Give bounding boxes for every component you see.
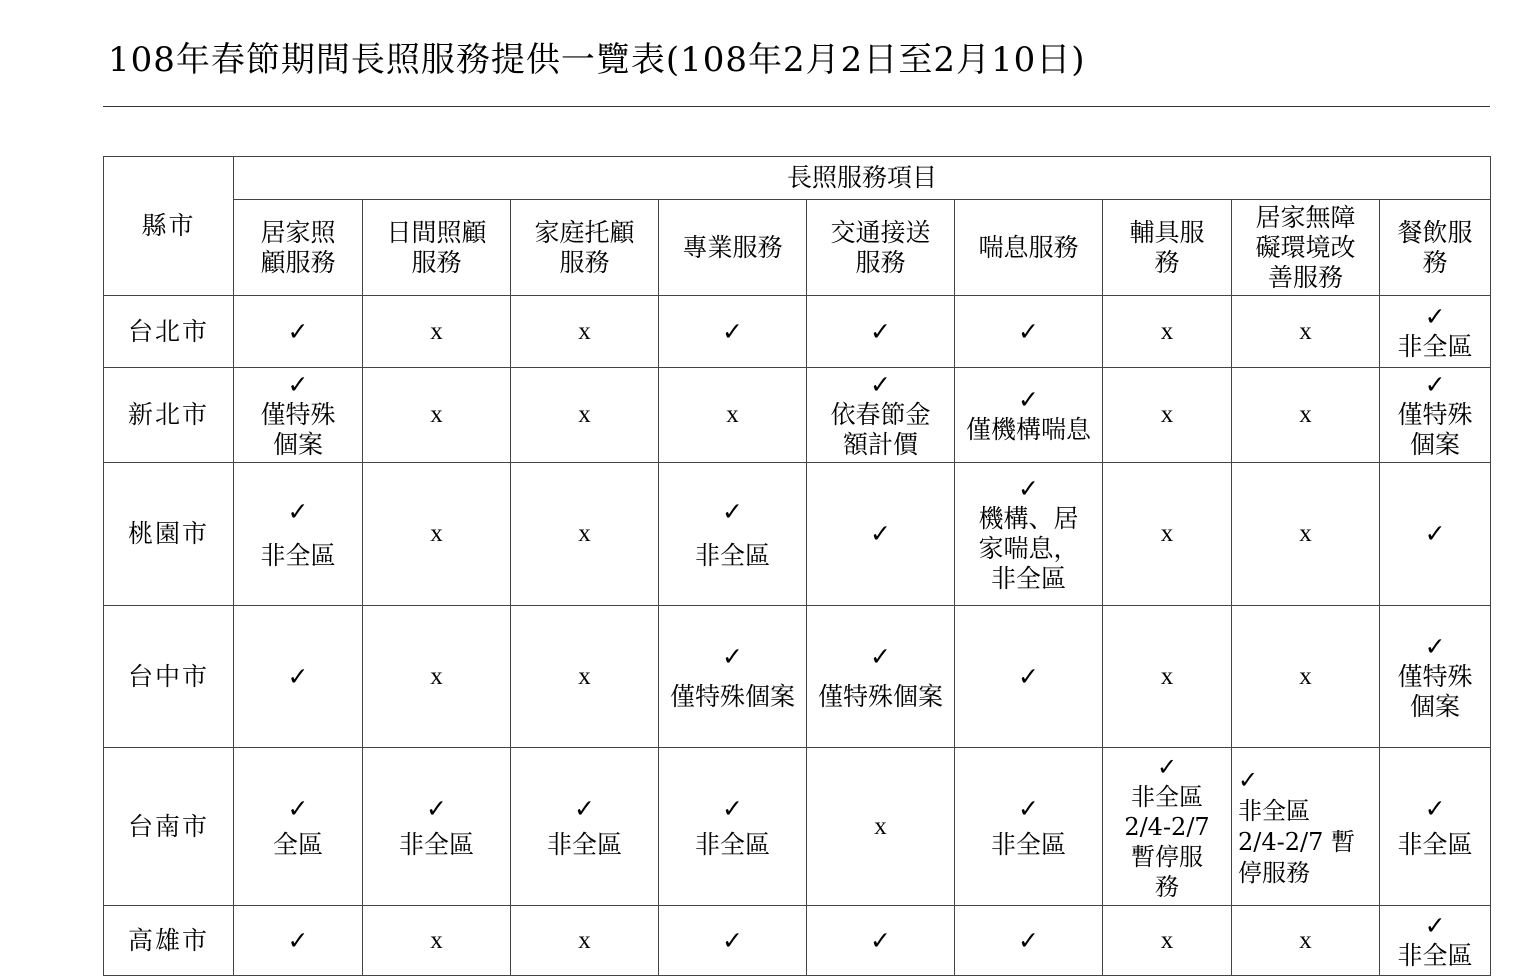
service-cell: ✓ 非全區 — [1380, 906, 1491, 976]
service-cell: ✓ — [807, 906, 955, 976]
service-cell: ✓ 非全區 — [659, 748, 807, 906]
service-cell: ✓ — [659, 906, 807, 976]
column-header: 居家照 顧服務 — [234, 200, 363, 296]
table-row — [104, 368, 1491, 463]
table-row — [104, 606, 1491, 748]
service-cell: ✓ 全區 — [234, 748, 363, 906]
service-cell: x — [511, 606, 659, 748]
column-header: 家庭托顧 服務 — [511, 200, 659, 296]
city-cell: 桃園市 — [104, 463, 234, 606]
service-cell: ✓ 非全區 — [511, 748, 659, 906]
service-cell: x — [659, 368, 807, 463]
column-header: 喘息服務 — [955, 200, 1103, 296]
service-cell: x — [363, 606, 511, 748]
title-divider — [103, 106, 1490, 107]
table-row — [104, 906, 1491, 976]
service-cell: ✓ 非全區 2/4-2/7 暫 停服務 — [1232, 748, 1380, 906]
service-cell: ✓ — [234, 296, 363, 368]
service-cell: ✓ 非全區 — [659, 463, 807, 606]
service-table — [103, 156, 1491, 976]
service-cell: ✓ — [955, 296, 1103, 368]
service-cell: ✓ 非全區 — [1380, 296, 1491, 368]
service-cell: ✓ 非全區 — [1380, 748, 1491, 906]
service-cell: ✓ 僅特殊 個案 — [234, 368, 363, 463]
column-header: 日間照顧 服務 — [363, 200, 511, 296]
service-cell: x — [1103, 296, 1232, 368]
table-row — [104, 463, 1491, 606]
service-cell: ✓ 機構、居 家喘息， 非全區 — [955, 463, 1103, 606]
service-cell: ✓ 非全區 — [234, 463, 363, 606]
service-cell: x — [1232, 906, 1380, 976]
service-cell: x — [807, 748, 955, 906]
column-header: 輔具服 務 — [1103, 200, 1232, 296]
city-cell: 台南市 — [104, 748, 234, 906]
table-row — [104, 296, 1491, 368]
service-cell: ✓ 非全區 — [955, 748, 1103, 906]
service-cell: x — [511, 368, 659, 463]
city-cell: 台北市 — [104, 296, 234, 368]
table-row — [104, 748, 1491, 906]
service-cell: x — [1103, 606, 1232, 748]
service-cell: ✓ 僅特殊個案 — [807, 606, 955, 748]
service-cell: ✓ 僅特殊 個案 — [1380, 368, 1491, 463]
service-cell: ✓ 非全區 — [363, 748, 511, 906]
service-cell: x — [1232, 606, 1380, 748]
service-cell: ✓ — [955, 906, 1103, 976]
service-cell: ✓ — [807, 463, 955, 606]
service-cell: ✓ — [234, 906, 363, 976]
service-cell: x — [511, 906, 659, 976]
service-cell: x — [511, 296, 659, 368]
service-cell: x — [1232, 463, 1380, 606]
column-header: 餐飲服 務 — [1380, 200, 1491, 296]
column-header: 專業服務 — [659, 200, 807, 296]
service-cell: x — [1232, 296, 1380, 368]
service-cell: ✓ 僅特殊 個案 — [1380, 606, 1491, 748]
city-cell: 台中市 — [104, 606, 234, 748]
service-cell: ✓ 非全區 2/4-2/7 暫停服 務 — [1103, 748, 1232, 906]
city-cell: 新北市 — [104, 368, 234, 463]
service-cell: x — [511, 463, 659, 606]
service-cell: x — [363, 368, 511, 463]
service-cell: x — [363, 296, 511, 368]
service-cell: ✓ — [807, 296, 955, 368]
service-group-header: 長照服務項目 — [234, 157, 1491, 200]
service-cell: x — [1232, 368, 1380, 463]
service-cell: ✓ — [1380, 463, 1491, 606]
column-header: 交通接送 服務 — [807, 200, 955, 296]
service-cell: ✓ — [955, 606, 1103, 748]
service-cell: ✓ 僅特殊個案 — [659, 606, 807, 748]
city-header: 縣市 — [104, 157, 234, 296]
page-title: 108年春節期間長照服務提供一覽表(108年2月2日至2月10日) — [108, 40, 1086, 80]
city-cell: 高雄市 — [104, 906, 234, 976]
service-cell: x — [1103, 906, 1232, 976]
service-cell: ✓ — [234, 606, 363, 748]
service-cell: x — [363, 463, 511, 606]
service-cell: x — [1103, 463, 1232, 606]
service-cell: ✓ 依春節金 額計價 — [807, 368, 955, 463]
service-cell: x — [363, 906, 511, 976]
service-cell: x — [1103, 368, 1232, 463]
service-cell: ✓ — [659, 296, 807, 368]
column-header: 居家無障 礙環境改 善服務 — [1232, 200, 1380, 296]
service-cell: ✓ 僅機構喘息 — [955, 368, 1103, 463]
